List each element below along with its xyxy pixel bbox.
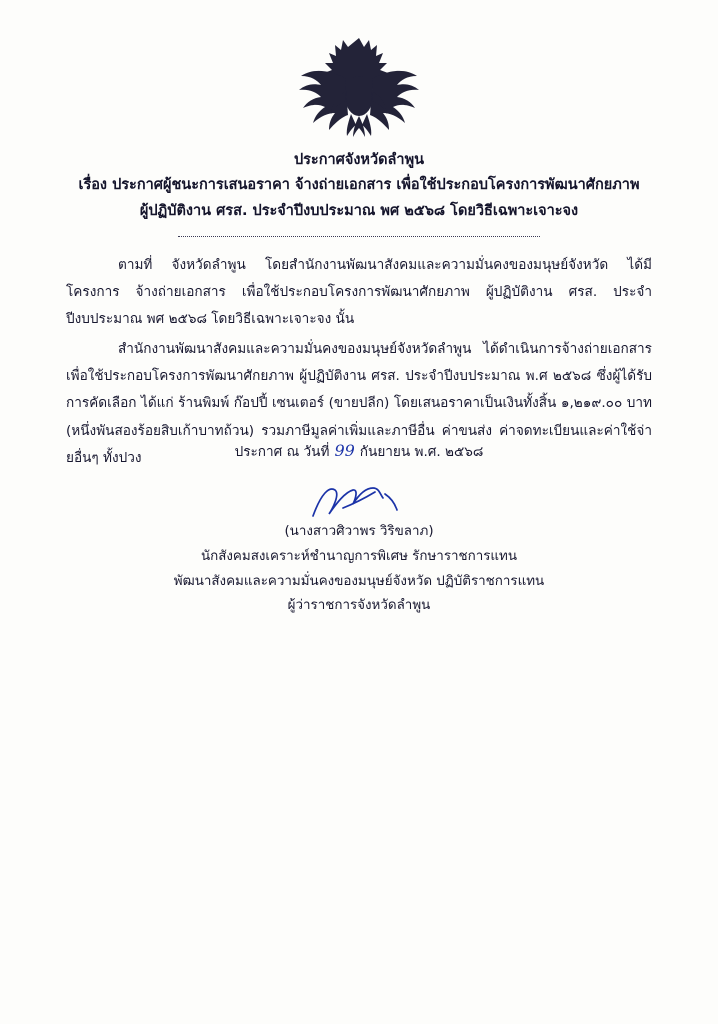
paragraph-2-text: สำนักงานพัฒนาสังคมและความมั่นคงของมนุษย์จังหวัดลำพูน ได้ดำเนินการจ้างถ่ายเอกสาร เพื่อใช้ประกอบโครงการพัฒนาศักยภาพ ผู้ปฏิบัติงาน ศรส. ประจำปีงบประมาณ พ.ศ ๒๕๖๘ ซึ่งผู้ได้รับการคัดเลือก ได้แก่ ร้านพิมพ์ ก๊อปปี้ เซนเตอร์ (ขายปลีก) โดยเสนอราคาเป็นเงินทั้งสิ้น ๑,๒๑๙.๐๐ บาท (หนึ่งพันสองร้อยสิบเก้าบาทถ้วน) รวมภาษีมูลค่าเพิ่มและภาษีอื่น ค่าขนส่ง ค่าจดทะเบียนและค่าใช้จ่ายอื่นๆ ทั้งปวง — [66, 341, 652, 466]
paragraph-1-text: ตามที่ จังหวัดลำพูน โดยสำนักงานพัฒนาสังคมและความมั่นคงของมนุษย์จังหวัด ได้มีโครงการ จ้างถ่ายเอกสาร เพื่อใช้ประกอบโครงการพัฒนาศักยภาพ ผู้ปฏิบัติงาน ศรส. ประจำปีงบประมาณ พศ ๒๕๖๘ โดยวิธีเฉพาะเจาะจง นั้น — [66, 257, 652, 328]
heading-line-1: ประกาศจังหวัดลำพูน — [293, 152, 425, 168]
date-day-handwritten: 99 — [334, 441, 355, 460]
divider — [178, 236, 540, 237]
date-prefix: ประกาศ ณ วันที่ — [234, 444, 330, 460]
signer-title-1: นักสังคมสงเคราะห์ชำนาญการพิเศษ รักษาราชการแทน — [200, 548, 518, 564]
heading-line-2: เรื่อง ประกาศผู้ชนะการเสนอราคา จ้างถ่ายเอกสาร เพื่อใช้ประกอบโครงการพัฒนาศักยภาพ — [78, 177, 640, 194]
signer-title-2: พัฒนาสังคมและความมั่นคงของมนุษย์จังหวัด ปฏิบัติราชการแทน — [173, 573, 545, 589]
signer-name: (นางสาวศิวาพร วิริขลาภ) — [284, 524, 434, 539]
date-suffix: กันยายน พ.ศ. ๒๕๖๘ — [359, 444, 484, 460]
document-heading — [40, 148, 678, 224]
signer-title-3: ผู้ว่าราชการจังหวัดลำพูน — [287, 598, 431, 614]
announcement-date-line — [0, 440, 718, 462]
paragraph-1 — [66, 252, 652, 334]
heading-line-3: ผู้ปฏิบัติงาน ศรส. ประจำปีงบประมาณ พศ ๒๕๖๘ โดยวิธีเฉพาะเจาะจง — [139, 202, 579, 219]
garuda-emblem — [0, 34, 718, 142]
signer-block — [0, 520, 718, 619]
